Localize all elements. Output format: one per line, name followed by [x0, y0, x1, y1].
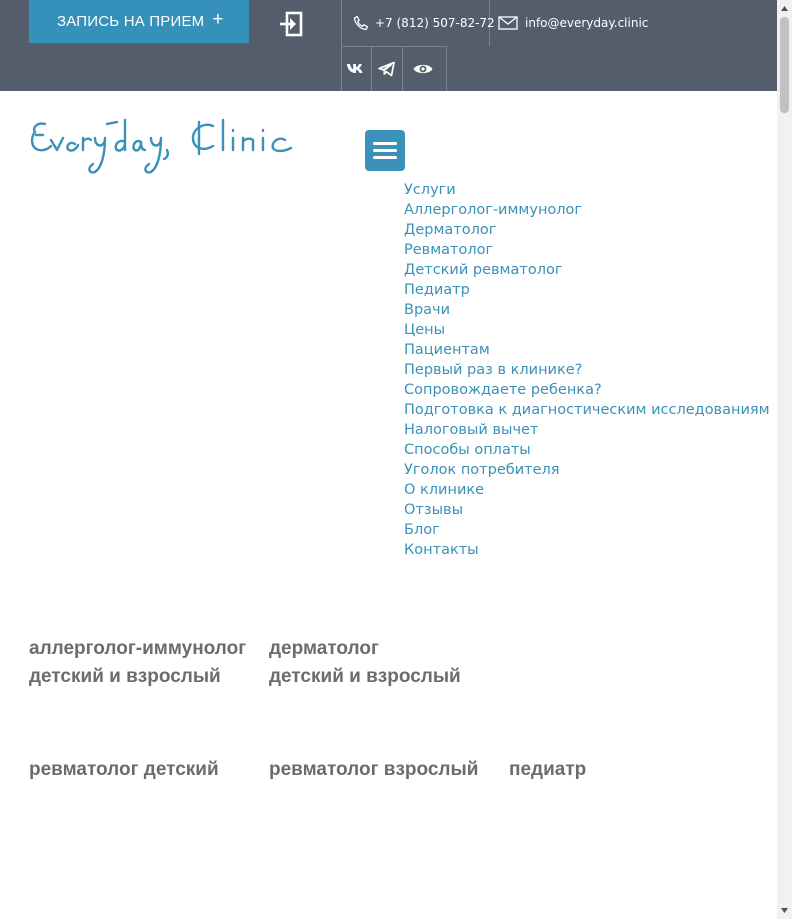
plus-icon: +: [212, 8, 224, 30]
menu-item[interactable]: Первый раз в клинике?: [404, 362, 583, 378]
menu-item[interactable]: О клинике: [404, 482, 485, 498]
menu-item[interactable]: Аллерголог-иммунолог: [404, 202, 583, 218]
vk-icon[interactable]: [344, 57, 368, 81]
menu-item[interactable]: Блог: [404, 522, 440, 538]
scroll-down-arrow-icon[interactable]: [779, 905, 790, 916]
menu-item[interactable]: Детский ревматолог: [404, 262, 563, 278]
menu-icon-bar: [373, 142, 397, 145]
login-icon[interactable]: [278, 10, 306, 38]
telegram-icon[interactable]: [375, 57, 399, 81]
menu-item[interactable]: Уголок потребителя: [404, 462, 560, 478]
menu-button[interactable]: [365, 130, 405, 171]
appointment-label: ЗАПИСЬ НА ПРИЕМ: [57, 13, 205, 30]
menu-item[interactable]: Сопровождаете ребенка?: [404, 382, 602, 398]
specialty-rheumatologist-adult[interactable]: ревматолог взрослый: [269, 759, 479, 780]
scroll-up-arrow-icon[interactable]: [779, 3, 790, 14]
divider: [446, 46, 447, 91]
phone-link[interactable]: [353, 13, 495, 33]
divider: [371, 46, 372, 91]
specialty-pediatrician[interactable]: педиатр: [509, 759, 587, 780]
menu-item[interactable]: Цены: [404, 322, 446, 338]
top-bar: [0, 0, 777, 91]
specialty-subtitle: детский и взрослый: [29, 666, 221, 687]
specialty-title: аллерголог-иммунолог: [29, 638, 247, 659]
scrollbar-thumb[interactable]: [780, 17, 789, 113]
menu-icon-bar: [373, 156, 397, 159]
menu-item[interactable]: Услуги: [404, 182, 456, 198]
menu-item[interactable]: Способы оплаты: [404, 442, 531, 458]
eye-icon[interactable]: [411, 57, 435, 81]
specialty-subtitle: детский и взрослый: [269, 666, 461, 687]
menu-item[interactable]: Подготовка к диагностическим исследованиям: [404, 402, 770, 418]
email-link[interactable]: [498, 13, 648, 33]
logo[interactable]: [27, 118, 302, 180]
menu-item[interactable]: Ревматолог: [404, 242, 494, 258]
menu-item[interactable]: Дерматолог: [404, 222, 497, 238]
menu-item[interactable]: Контакты: [404, 542, 479, 558]
specialty-rheumatologist-child[interactable]: ревматолог детский: [29, 759, 219, 780]
mail-icon: [498, 16, 518, 30]
scrollbar[interactable]: [777, 0, 792, 919]
menu-icon-bar: [373, 149, 397, 152]
specialty-title: дерматолог: [269, 638, 379, 659]
specialty-allergist[interactable]: [29, 635, 246, 691]
main-menu: [404, 180, 770, 560]
menu-item[interactable]: Пациентам: [404, 342, 490, 358]
divider: [341, 46, 447, 47]
specialty-dermatologist[interactable]: [269, 635, 461, 691]
divider: [402, 46, 403, 91]
phone-number: +7 (812) 507-82-72: [375, 16, 495, 30]
phone-icon: [353, 15, 369, 31]
menu-item[interactable]: Врачи: [404, 302, 451, 318]
menu-item[interactable]: Отзывы: [404, 502, 464, 518]
email-address: info@everyday.clinic: [525, 16, 649, 30]
appointment-button[interactable]: [29, 0, 249, 43]
menu-item[interactable]: Налоговый вычет: [404, 422, 539, 438]
menu-item[interactable]: Педиатр: [404, 282, 470, 298]
